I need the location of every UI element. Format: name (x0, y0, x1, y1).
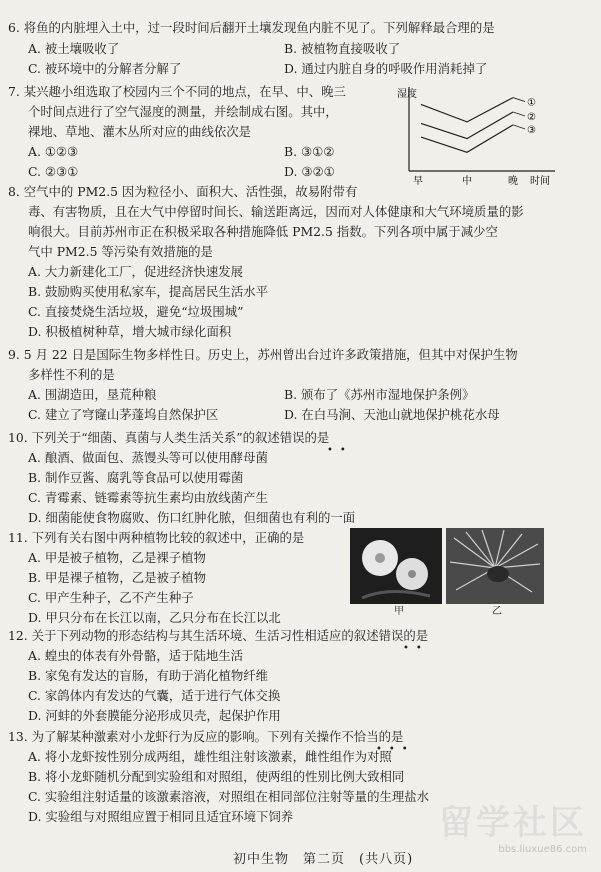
x-tick-noon: 中 (462, 176, 472, 187)
emphasis-dots: ••• (376, 744, 415, 755)
question-7-line-3: 裸地、草地、灌木丛所对应的曲线依次是 (28, 124, 252, 139)
question-7-line-2: 个时间点进行了空气湿度的测量，并绘制成右图。其中， (28, 104, 338, 119)
question-6-option-d: D. 通过内脏自身的呼吸作用消耗掉了 (284, 61, 488, 76)
curve-leader-2 (513, 112, 525, 116)
question-6-option-a: A. 被土壤吸收了 (28, 41, 120, 56)
plant-yi-photo (446, 528, 544, 604)
question-9-line-1: 9. 5 月 22 日是国际生物多样性日。历史上，苏州曾出台过许多政策措施，但其中对保护生物 (8, 347, 518, 362)
question-10-option-b: B. 制作豆酱、腐乳等食品可以使用霉菌 (28, 470, 244, 485)
question-8-line-4: 气中 PM2.5 等污染有效措施的是 (28, 244, 213, 259)
emphasis-dots: •• (403, 643, 429, 654)
x-tick-evening: 晚 (508, 176, 518, 187)
watermark (439, 795, 587, 855)
question-12-stem: 12. 关于下列动物的形态结构与其生活环境、生活习性相适应的叙述错误的是 (8, 628, 429, 643)
question-13-option-b: B. 将小龙虾随机分配到实验组和对照组，使两组的性别比例大致相同 (28, 769, 405, 784)
question-7-line-1: 7. 某兴趣小组选取了校园内三个不同的地点，在早、中、晚三 (8, 84, 346, 99)
question-8-option-d: D. 积极植树种草，增大城市绿化面积 (28, 324, 232, 339)
question-6-option-b: B. 被植物直接吸收了 (284, 41, 401, 56)
question-8-line-3: 响很大。目前苏州市正在积极采取各种措施降低 PM2.5 指数。下列各项中属于减少空 (28, 224, 498, 239)
curve-1 (421, 98, 513, 122)
curve-leader-1 (513, 98, 525, 102)
question-13-stem: 13. 为了解某种激素对小龙虾行为反应的影响。下列有关操作不恰当的是 (8, 729, 404, 744)
question-12-option-d: D. 河蚌的外套膜能分泌形成贝壳，起保护作用 (28, 708, 281, 723)
watermark-url: bbs.liuxue86.com (498, 844, 587, 855)
question-9-line-2: 多样性不利的是 (28, 367, 115, 382)
question-8-option-b: B. 鼓励购买使用私家车，提高居民生活水平 (28, 284, 269, 299)
photo-label-yi: 乙 (492, 606, 502, 617)
question-9-option-b: B. 颁布了《苏州市湿地保护条例》 (284, 387, 475, 402)
curve-leader-3 (513, 125, 525, 129)
question-10-stem: 10. 下列关于“细菌、真菌与人类生活关系”的叙述错误的是 (8, 430, 330, 445)
question-10-option-c: C. 青霉素、链霉素等抗生素均由放线菌产生 (28, 490, 268, 505)
question-8-line-1: 8. 空气中的 PM2.5 因为粒径小、面积大、活性强，故易附带有 (8, 184, 358, 199)
question-6-option-c: C. 被环境中的分解者分解了 (28, 61, 182, 76)
question-11-stem: 11. 下列有关右图中两种植物比较的叙述中，正确的是 (8, 530, 305, 545)
question-9-option-a: A. 围湖造田，垦荒种粮 (28, 387, 157, 402)
question-8-line-2: 毒、有害物质，且在大气中停留时间长、输送距离远，因而对人体健康和大气环境质量的影 (28, 204, 524, 219)
question-8-option-a: A. 大力新建化工厂，促进经济快速发展 (28, 264, 244, 279)
question-13-option-c: C. 实验组注射适量的该激素溶液，对照组在相同部位注射等量的生理盐水 (28, 789, 430, 804)
question-13-option-a: A. 将小龙虾按性别分成两组，雄性组注射该激素，雌性组作为对照 (28, 749, 392, 764)
chart-curves (421, 98, 536, 153)
question-11-option-b: B. 甲是裸子植物，乙是被子植物 (28, 570, 207, 585)
humidity-chart (395, 85, 595, 190)
question-9-option-c: C. 建立了穹窿山茅蓬坞自然保护区 (28, 407, 219, 422)
y-axis-label: 湿度 (397, 89, 417, 100)
question-8-option-c: C. 直接焚烧生活垃圾，避免“垃圾围城” (28, 304, 244, 319)
curve-label-3: ③ (527, 124, 536, 136)
question-10-option-d: D. 细菌能使食物腐败、伤口红肿化脓，但细菌也有利的一面 (28, 510, 356, 525)
x-tick-morning: 早 (413, 176, 423, 187)
photo-label-jia: 甲 (394, 606, 404, 617)
curve-label-2: ② (527, 112, 536, 123)
question-6-stem: 6. 将鱼的内脏埋入土中，过一段时间后翻开土壤发现鱼内脏不见了。下列解释最合理的是 (8, 20, 495, 35)
question-12-option-a: A. 蝗虫的体表有外骨骼，适于陆地生活 (28, 648, 244, 663)
question-13-option-d: D. 实验组与对照组应置于相同且适宜环境下饲养 (28, 809, 294, 824)
emphasis-dots: •• (327, 445, 353, 456)
question-11-option-c: C. 甲产生种子，乙不产生种子 (28, 590, 194, 605)
question-7-option-d: D. ③②① (284, 164, 335, 179)
question-12-option-c: C. 家鸽体内有发达的气囊，适于进行气体交换 (28, 688, 281, 703)
question-7-option-b: B. ③①② (284, 144, 335, 159)
question-11-option-d: D. 甲只分布在长江以南，乙只分布在长江以北 (28, 610, 281, 625)
question-7-option-a: A. ①②③ (28, 144, 79, 159)
plant-jia-photo (350, 528, 442, 604)
question-12-option-b: B. 家兔有发达的盲肠，有助于消化植物纤维 (28, 668, 269, 683)
question-10-option-a: A. 酿酒、做面包、蒸馒头等可以使用酵母菌 (28, 450, 268, 465)
page-footer: 初中生物 第二页 (共八页) (233, 852, 414, 867)
question-11-option-a: A. 甲是被子植物，乙是裸子植物 (28, 550, 206, 565)
question-9-option-d: D. 在白马涧、天池山就地保护桃花水母 (284, 407, 500, 422)
x-axis-unit: 时间 (530, 176, 550, 187)
curve-2 (421, 112, 513, 139)
watermark-brand: 留学社区 (439, 803, 587, 843)
curve-label-1: ① (527, 97, 536, 109)
question-7-option-c: C. ②③① (28, 164, 79, 179)
